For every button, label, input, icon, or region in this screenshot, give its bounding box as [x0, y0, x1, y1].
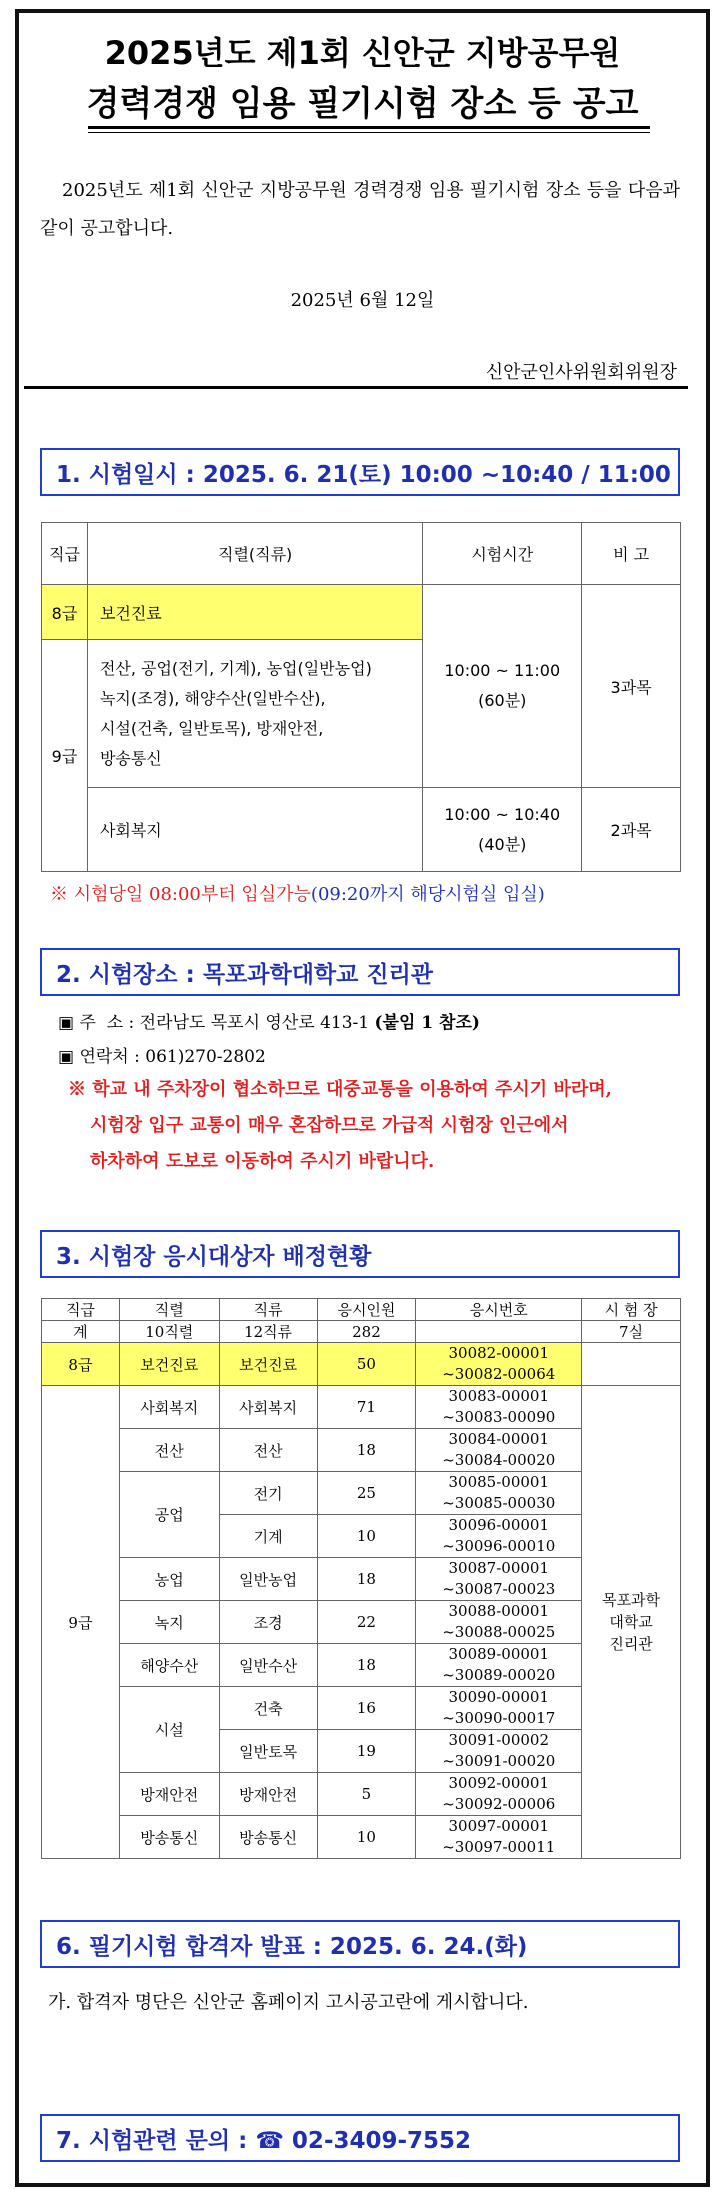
row-numbers	[416, 1472, 582, 1515]
grade8-venue	[582, 1343, 681, 1386]
number-start: 30090-00001	[448, 1688, 549, 1706]
row-count: 10	[317, 1515, 416, 1558]
grade9-fields-line: 방송통신	[99, 748, 162, 768]
row-count: 5	[317, 1773, 416, 1816]
row-class: 건축	[219, 1687, 317, 1730]
title-underline-thin	[88, 132, 650, 133]
number-start: 30092-00001	[448, 1774, 549, 1792]
grade9-fields-line: 시설(건축, 일반토목), 방재안전,	[99, 718, 324, 738]
schedule-row-grade8	[42, 585, 681, 640]
venue-line: 진리관	[609, 1635, 653, 1653]
row-numbers	[416, 1730, 582, 1773]
row-numbers	[416, 1558, 582, 1601]
time-b-range: 10:00 ~ 10:40	[444, 804, 561, 824]
row-series: 공업	[119, 1472, 219, 1558]
allocation-row-grade8	[42, 1343, 681, 1386]
parking-warning	[68, 1072, 688, 1180]
entry-notice-blue: (09:20까지 해당시험실 입실)	[310, 884, 545, 905]
row-class: 사회복지	[219, 1386, 317, 1429]
grade-9: 9급	[42, 640, 88, 872]
address: ▣ 주 소 : 전라남도 목포시 영산로 413-1	[58, 1013, 370, 1033]
divider	[24, 386, 688, 389]
row-numbers	[416, 1601, 582, 1644]
grade-8: 8급	[42, 585, 88, 640]
row-series: 녹지	[119, 1601, 219, 1644]
number-end: ~30096-00010	[442, 1537, 556, 1555]
total-rooms: 7실	[582, 1321, 681, 1343]
number-end: ~30097-00011	[442, 1838, 556, 1856]
number-end: ~30091-00020	[442, 1752, 556, 1770]
number-start: 30082-00001	[448, 1344, 549, 1362]
note-a: 3과목	[582, 585, 681, 788]
row-series: 전산	[119, 1429, 219, 1472]
allocation-header-row	[42, 1299, 681, 1321]
number-end: ~30082-00064	[442, 1365, 556, 1383]
grade9-fields	[87, 640, 422, 788]
row-count: 18	[317, 1429, 416, 1472]
title-line1: 2025년도 제1회 신안군 지방공무원	[104, 34, 621, 72]
address-ref: (붙임 1 참조)	[374, 1013, 480, 1033]
row-numbers	[416, 1773, 582, 1816]
row-class: 기계	[219, 1515, 317, 1558]
number-start: 30091-00002	[448, 1731, 549, 1749]
address-line	[58, 1008, 480, 1033]
row-series: 시설	[119, 1687, 219, 1773]
entry-notice-red: ※ 시험당일 08:00부터 입실가능	[50, 884, 311, 905]
title-line2: 경력경쟁 임용 필기시험 장소 등 공고	[86, 84, 639, 124]
row-count: 18	[317, 1644, 416, 1687]
number-end: ~30084-00020	[442, 1451, 556, 1469]
header-note: 비 고	[582, 523, 681, 585]
number-start: 30096-00001	[448, 1516, 549, 1534]
grade8-count: 50	[317, 1343, 416, 1386]
row-series: 방송통신	[119, 1816, 219, 1859]
contact-line: ▣ 연락처 : 061)270-2802	[58, 1047, 266, 1067]
row-series: 사회복지	[119, 1386, 219, 1429]
grade8-numbers	[416, 1343, 582, 1386]
row-count: 22	[317, 1601, 416, 1644]
intro-text: 2025년도 제1회 신안군 지방공무원 경력경쟁 임용 필기시험 장소 등을 다음과 같이 공고합니다.	[40, 180, 680, 239]
allocation-table	[41, 1298, 681, 1859]
venue-line: 대학교	[609, 1613, 653, 1631]
announcement-date: 2025년 6월 12일	[290, 290, 435, 311]
row-class: 전기	[219, 1472, 317, 1515]
row-numbers	[416, 1687, 582, 1730]
grade8-cell: 8급	[42, 1343, 120, 1386]
grade8-series: 보건진료	[119, 1343, 219, 1386]
total-count: 282	[317, 1321, 416, 1343]
number-end: ~30092-00006	[442, 1795, 556, 1813]
time-a	[423, 585, 582, 788]
warning-line: 시험장 입구 교통이 매우 혼잡하므로 가급적 시험장 인근에서	[90, 1115, 569, 1136]
total-numbers	[416, 1321, 582, 1343]
col-count: 응시인원	[317, 1299, 416, 1321]
col-series: 직렬	[119, 1299, 219, 1321]
number-start: 30083-00001	[448, 1387, 549, 1405]
section6-heading: 6. 필기시험 합격자 발표 : 2025. 6. 24.(화)	[40, 1920, 680, 1968]
schedule-row-welfare	[42, 788, 681, 872]
row-series: 농업	[119, 1558, 219, 1601]
header-time: 시험시간	[423, 523, 582, 585]
grade8-class: 보건진료	[219, 1343, 317, 1386]
number-start: 30084-00001	[448, 1430, 549, 1448]
allocation-row	[42, 1386, 681, 1429]
number-end: ~30089-00020	[442, 1666, 556, 1684]
section7-heading: 7. 시험관련 문의 : ☎ 02-3409-7552	[40, 2114, 680, 2162]
row-count: 25	[317, 1472, 416, 1515]
row-class: 방송통신	[219, 1816, 317, 1859]
number-start: 30088-00001	[448, 1602, 549, 1620]
grade9-cell: 9급	[42, 1386, 120, 1859]
time-a-range: 10:00 ~ 11:00	[444, 661, 561, 680]
col-venue: 시 험 장	[582, 1299, 681, 1321]
note-b: 2과목	[582, 788, 681, 872]
row-numbers	[416, 1515, 582, 1558]
venue-cell	[582, 1386, 681, 1859]
time-b	[423, 788, 582, 872]
number-end: ~30085-00030	[442, 1494, 556, 1512]
total-series: 10직렬	[119, 1321, 219, 1343]
header-grade: 직급	[42, 523, 88, 585]
col-class: 직류	[219, 1299, 317, 1321]
row-class: 전산	[219, 1429, 317, 1472]
row-class: 일반토목	[219, 1730, 317, 1773]
row-class: 방재안전	[219, 1773, 317, 1816]
venue-line: 목포과학	[602, 1591, 661, 1609]
row-numbers	[416, 1816, 582, 1859]
time-b-duration: (40분)	[478, 834, 527, 854]
row-class: 조경	[219, 1601, 317, 1644]
row-count: 71	[317, 1386, 416, 1429]
title-underline	[88, 126, 650, 129]
col-grade: 직급	[42, 1299, 120, 1321]
col-numbers: 응시번호	[416, 1299, 582, 1321]
schedule-header-row	[42, 523, 681, 585]
allocation-total-row	[42, 1321, 681, 1343]
row-count: 16	[317, 1687, 416, 1730]
issuer: 신안군인사위원회위원장	[485, 362, 677, 383]
grade9-fields-line: 녹지(조경), 해양수산(일반수산),	[99, 688, 326, 708]
row-series: 방재안전	[119, 1773, 219, 1816]
number-end: ~30090-00017	[442, 1709, 556, 1727]
total-label: 계	[42, 1321, 120, 1343]
number-start: 30085-00001	[448, 1473, 549, 1491]
row-count: 10	[317, 1816, 416, 1859]
section6-text: 가. 합격자 명단은 신안군 홈페이지 고시공고란에 게시합니다.	[48, 1992, 529, 2013]
row-numbers	[416, 1386, 582, 1429]
row-count: 18	[317, 1558, 416, 1601]
warning-line: 하차하여 도보로 이동하여 주시기 바랍니다.	[90, 1151, 435, 1172]
time-a-duration: (60분)	[478, 691, 527, 710]
row-count: 19	[317, 1730, 416, 1773]
warning-line: ※ 학교 내 주차장이 협소하므로 대중교통을 이용하여 주시기 바라며,	[68, 1079, 612, 1100]
header-series: 직렬(직류)	[87, 523, 422, 585]
schedule-table	[41, 522, 681, 872]
row-numbers	[416, 1429, 582, 1472]
section1-heading: 1. 시험일시 : 2025. 6. 21(토) 10:00 ~10:40 / 11:00	[40, 448, 680, 496]
number-start: 30089-00001	[448, 1645, 549, 1663]
number-end: ~30088-00025	[442, 1623, 556, 1641]
number-start: 30087-00001	[448, 1559, 549, 1577]
row-numbers	[416, 1644, 582, 1687]
welfare-field: 사회복지	[87, 788, 422, 872]
section3-heading: 3. 시험장 응시대상자 배정현황	[40, 1230, 680, 1278]
total-class: 12직류	[219, 1321, 317, 1343]
section2-heading: 2. 시험장소 : 목포과학대학교 진리관	[40, 948, 680, 996]
number-end: ~30087-00023	[442, 1580, 556, 1598]
row-series: 해양수산	[119, 1644, 219, 1687]
number-start: 30097-00001	[448, 1817, 549, 1835]
grade8-field: 보건진료	[87, 585, 422, 640]
entry-notice	[50, 880, 545, 906]
row-class: 일반농업	[219, 1558, 317, 1601]
row-class: 일반수산	[219, 1644, 317, 1687]
grade9-fields-line: 전산, 공업(전기, 기계), 농업(일반농업)	[99, 658, 372, 678]
number-end: ~30083-00090	[442, 1408, 556, 1426]
